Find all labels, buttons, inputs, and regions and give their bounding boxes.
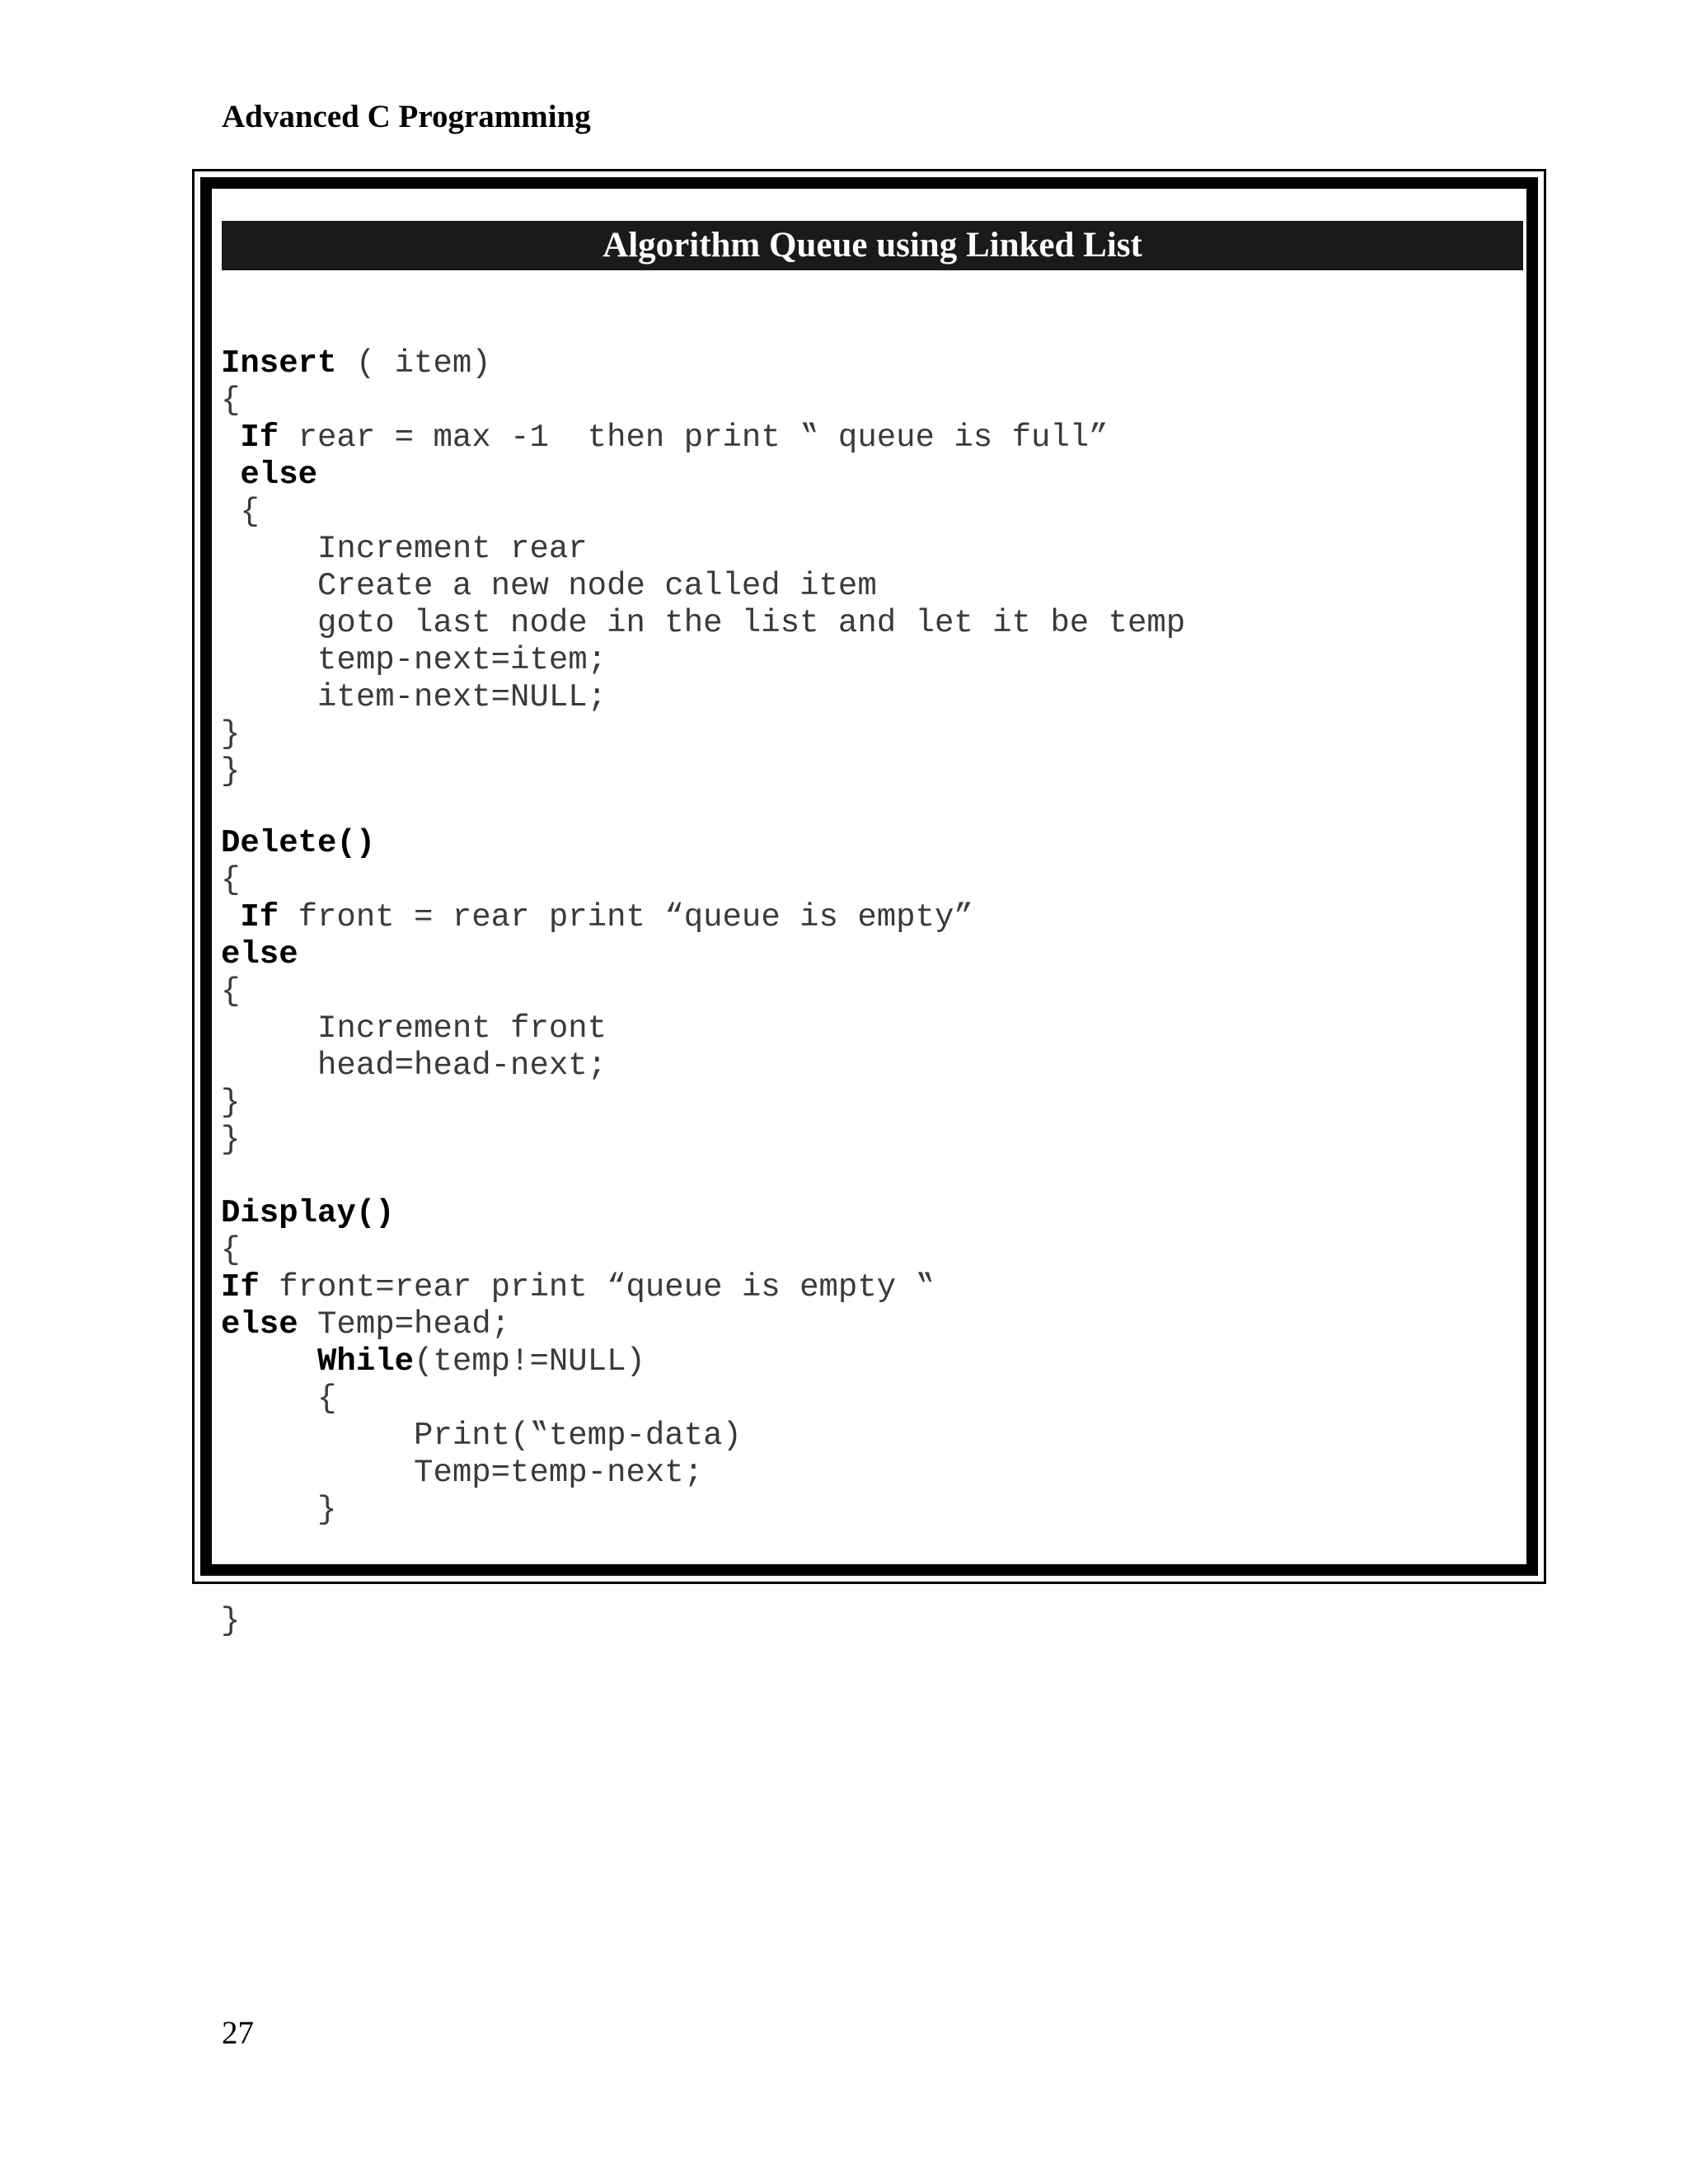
code-keyword: If bbox=[240, 419, 279, 456]
code-line bbox=[221, 1418, 935, 1455]
code-line bbox=[221, 419, 1185, 457]
box-title: Algorithm Queue using Linked List bbox=[222, 221, 1523, 270]
code-text: front=rear print “queue is empty ‟ bbox=[259, 1269, 935, 1305]
code-line bbox=[221, 1306, 935, 1343]
code-line bbox=[221, 605, 1185, 642]
code-line bbox=[221, 642, 1185, 679]
code-text: ( item) bbox=[336, 345, 491, 382]
code-line bbox=[221, 531, 1185, 568]
code-line bbox=[221, 1047, 973, 1085]
code-line bbox=[221, 1566, 935, 1603]
code-text: head=head-next; bbox=[221, 1047, 607, 1084]
code-keyword: If bbox=[240, 899, 279, 935]
display-algorithm-code bbox=[221, 1195, 935, 1640]
code-line bbox=[221, 1010, 973, 1047]
code-text: front = rear print “queue is empty” bbox=[279, 899, 973, 935]
code-text: { bbox=[221, 382, 241, 419]
code-line bbox=[221, 716, 1185, 753]
code-line bbox=[221, 345, 1185, 382]
code-text: Temp=head; bbox=[298, 1306, 511, 1343]
code-text: goto last node in the list and let it be temp bbox=[221, 605, 1186, 641]
code-line bbox=[221, 457, 1185, 494]
code-line bbox=[221, 382, 1185, 419]
code-line bbox=[221, 825, 973, 862]
code-text: Temp=temp-next; bbox=[221, 1455, 704, 1491]
code-text: { bbox=[221, 1232, 241, 1268]
code-text: } bbox=[221, 1492, 337, 1528]
running-header-title: Advanced C Programming bbox=[222, 99, 591, 134]
code-line bbox=[221, 753, 1185, 790]
code-text bbox=[221, 457, 240, 493]
code-line bbox=[221, 1492, 935, 1529]
delete-algorithm-code bbox=[221, 825, 973, 1159]
code-text: { bbox=[221, 973, 241, 1010]
code-keyword: else bbox=[221, 1306, 298, 1343]
code-text bbox=[221, 899, 240, 935]
code-line bbox=[221, 568, 1185, 605]
code-text: temp-next=item; bbox=[221, 642, 607, 678]
code-text bbox=[221, 419, 240, 456]
insert-algorithm-code bbox=[221, 345, 1185, 790]
code-keyword: Delete() bbox=[221, 825, 376, 861]
code-line bbox=[221, 1232, 935, 1269]
page-number: 27 bbox=[222, 2015, 254, 2050]
code-line bbox=[221, 1529, 935, 1566]
code-text: Increment front bbox=[221, 1010, 607, 1047]
code-keyword: else bbox=[240, 457, 318, 493]
code-line bbox=[221, 679, 1185, 716]
code-text: Print(‟temp-data) bbox=[221, 1418, 742, 1454]
code-text: { bbox=[221, 862, 241, 898]
code-line bbox=[221, 1380, 935, 1418]
code-keyword: While bbox=[317, 1343, 415, 1380]
code-line bbox=[221, 936, 973, 973]
code-line bbox=[221, 973, 973, 1010]
code-text: Create a new node called item bbox=[221, 568, 877, 604]
code-line bbox=[221, 899, 973, 936]
code-text: rear = max -1 then print ‟ queue is full” bbox=[279, 419, 1109, 456]
code-line bbox=[221, 1122, 973, 1159]
code-line bbox=[221, 494, 1185, 531]
code-line bbox=[221, 1195, 935, 1232]
code-keyword: else bbox=[221, 936, 298, 972]
code-text: { bbox=[221, 494, 260, 530]
code-text: } bbox=[221, 1122, 241, 1158]
code-text: } bbox=[221, 1085, 241, 1121]
code-text: } bbox=[221, 716, 241, 752]
code-line bbox=[221, 862, 973, 899]
code-line bbox=[221, 1343, 935, 1380]
code-text: Increment rear bbox=[221, 531, 588, 567]
code-keyword: If bbox=[221, 1269, 260, 1305]
code-text bbox=[221, 1343, 317, 1380]
code-text: } bbox=[221, 753, 241, 790]
code-text: { bbox=[221, 1380, 337, 1417]
code-line bbox=[221, 1085, 973, 1122]
code-line bbox=[221, 1603, 935, 1640]
code-keyword: Display() bbox=[221, 1195, 395, 1231]
code-text: item-next=NULL; bbox=[221, 679, 607, 715]
code-text: (temp!=NULL) bbox=[414, 1343, 645, 1380]
code-line bbox=[221, 1269, 935, 1306]
code-text: } bbox=[221, 1603, 241, 1639]
code-line bbox=[221, 1455, 935, 1492]
code-keyword: Insert bbox=[221, 345, 337, 382]
